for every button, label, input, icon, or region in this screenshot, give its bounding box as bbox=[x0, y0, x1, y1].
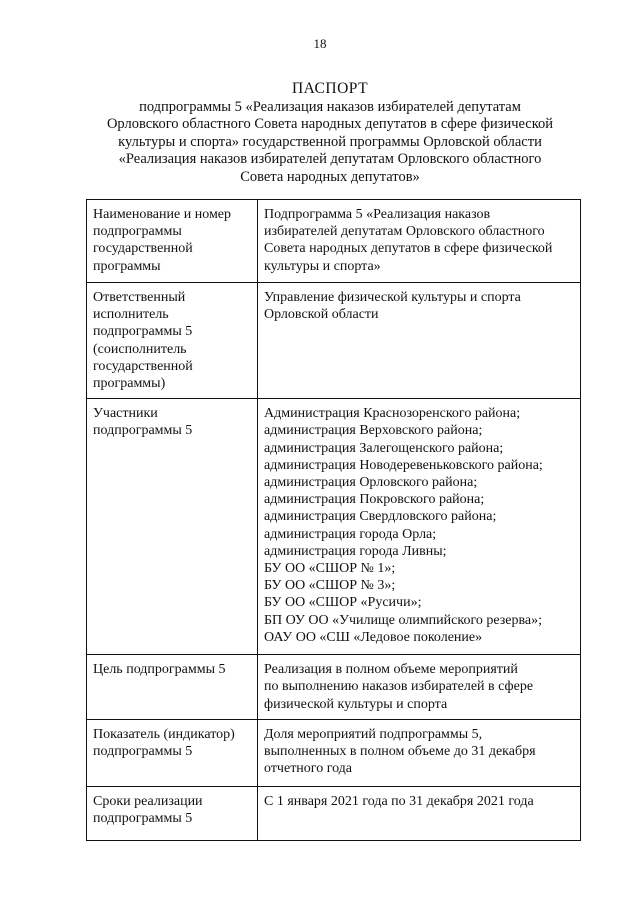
passport-table-body bbox=[87, 200, 581, 841]
table-row bbox=[87, 283, 581, 399]
row-label-line: подпрограммы 5 bbox=[93, 423, 193, 439]
row-value-line: Администрация Краснозоренского района; bbox=[264, 406, 521, 422]
row-value-line: Орловской области bbox=[264, 307, 379, 323]
row-value-line: избирателей депутатам Орловского областного bbox=[264, 224, 545, 240]
heading-line: подпрограммы 5 «Реализация наказов избирателей депутатам bbox=[139, 98, 521, 115]
heading-line: культуры и спорта» государственной программы Орловской области bbox=[118, 133, 542, 150]
row-label-line: Наименование и номер bbox=[93, 207, 232, 222]
row-value-line: Реализация в полном объеме мероприятий bbox=[264, 662, 518, 678]
row-label-line: подпрограммы bbox=[93, 224, 182, 240]
row-label-line: Ответственный bbox=[93, 290, 186, 305]
table-row bbox=[87, 399, 581, 655]
heading-line: Совета народных депутатов» bbox=[240, 168, 420, 185]
row-value-line: администрация Залегощенского района; bbox=[264, 440, 504, 456]
row-label-line: программы) bbox=[93, 376, 166, 392]
row-label-cell bbox=[87, 200, 258, 283]
row-value-line: администрация города Ливны; bbox=[264, 543, 447, 559]
row-label-line: исполнитель bbox=[93, 307, 169, 323]
row-label-cell bbox=[87, 786, 258, 840]
row-value-line: администрация города Орла; bbox=[264, 526, 437, 542]
row-value-line: администрация Верховского района; bbox=[264, 423, 483, 439]
row-value-cell bbox=[258, 655, 581, 720]
row-value-cell bbox=[258, 399, 581, 655]
row-value-line: администрация Новодеревеньковского района; bbox=[264, 457, 543, 473]
document-heading bbox=[70, 80, 590, 186]
passport-table bbox=[86, 199, 581, 841]
row-label-line: государственной bbox=[93, 358, 193, 374]
table-row bbox=[87, 200, 581, 283]
row-label-line: программы bbox=[93, 258, 161, 274]
row-value-cell bbox=[258, 786, 581, 840]
row-label-line: подпрограммы 5 bbox=[93, 324, 193, 340]
row-value-line: культуры и спорта» bbox=[264, 258, 381, 274]
row-label-line: Сроки реализации bbox=[93, 793, 203, 809]
row-label-cell bbox=[87, 719, 258, 786]
table-row bbox=[87, 719, 581, 786]
row-value-line: Совета народных депутатов в сфере физической bbox=[264, 241, 553, 257]
row-label-line: Участники bbox=[93, 406, 158, 422]
row-value-line: БУ ОО «СШОР «Русичи»; bbox=[264, 595, 422, 611]
row-label-line: (соисполнитель bbox=[93, 341, 187, 357]
row-value-line: Управление физической культуры и спорта bbox=[264, 290, 521, 305]
row-label-line: Цель подпрограммы 5 bbox=[93, 662, 226, 678]
row-value-line: отчетного года bbox=[264, 761, 353, 777]
heading-line: «Реализация наказов избирателей депутатам Орловского областного bbox=[118, 151, 542, 167]
row-value-cell bbox=[258, 719, 581, 786]
row-value-line: администрация Свердловского района; bbox=[264, 509, 497, 525]
row-value-line: Подпрограмма 5 «Реализация наказов bbox=[264, 207, 491, 222]
row-value-line: БП ОУ ОО «Училище олимпийского резерва»; bbox=[264, 612, 543, 628]
page-number: 18 bbox=[313, 36, 327, 51]
row-label-cell bbox=[87, 283, 258, 399]
row-value-line: администрация Орловского района; bbox=[264, 475, 478, 491]
row-label-cell bbox=[87, 655, 258, 720]
table-row bbox=[87, 786, 581, 840]
row-value-line: БУ ОО «СШОР № 1»; bbox=[264, 561, 396, 577]
row-label-line: государственной bbox=[93, 241, 193, 257]
row-value-cell bbox=[258, 200, 581, 283]
row-value-line: по выполнению наказов избирателей в сфере bbox=[264, 679, 534, 695]
row-value-line: С 1 января 2021 года по 31 декабря 2021 года bbox=[264, 793, 534, 809]
row-value-line: администрация Покровского района; bbox=[264, 492, 485, 508]
row-label-cell bbox=[87, 399, 258, 655]
table-row bbox=[87, 655, 581, 720]
row-label-line: подпрограммы 5 bbox=[93, 811, 193, 827]
document-title: ПАСПОРТ bbox=[291, 80, 369, 97]
row-value-cell bbox=[258, 283, 581, 399]
row-value-line: выполненных в полном объеме до 31 декабря bbox=[264, 744, 536, 760]
row-label-line: подпрограммы 5 bbox=[93, 744, 193, 760]
row-label-line: Показатель (индикатор) bbox=[93, 726, 235, 742]
heading-line: Орловского областного Совета народных депутатов в сфере физической bbox=[106, 116, 554, 132]
row-value-line: БУ ОО «СШОР № 3»; bbox=[264, 578, 396, 594]
row-value-line: ОАУ ОО «СШ «Ледовое поколение» bbox=[264, 629, 483, 645]
row-value-line: Доля мероприятий подпрограммы 5, bbox=[264, 726, 483, 742]
row-value-line: физической культуры и спорта bbox=[264, 696, 448, 712]
